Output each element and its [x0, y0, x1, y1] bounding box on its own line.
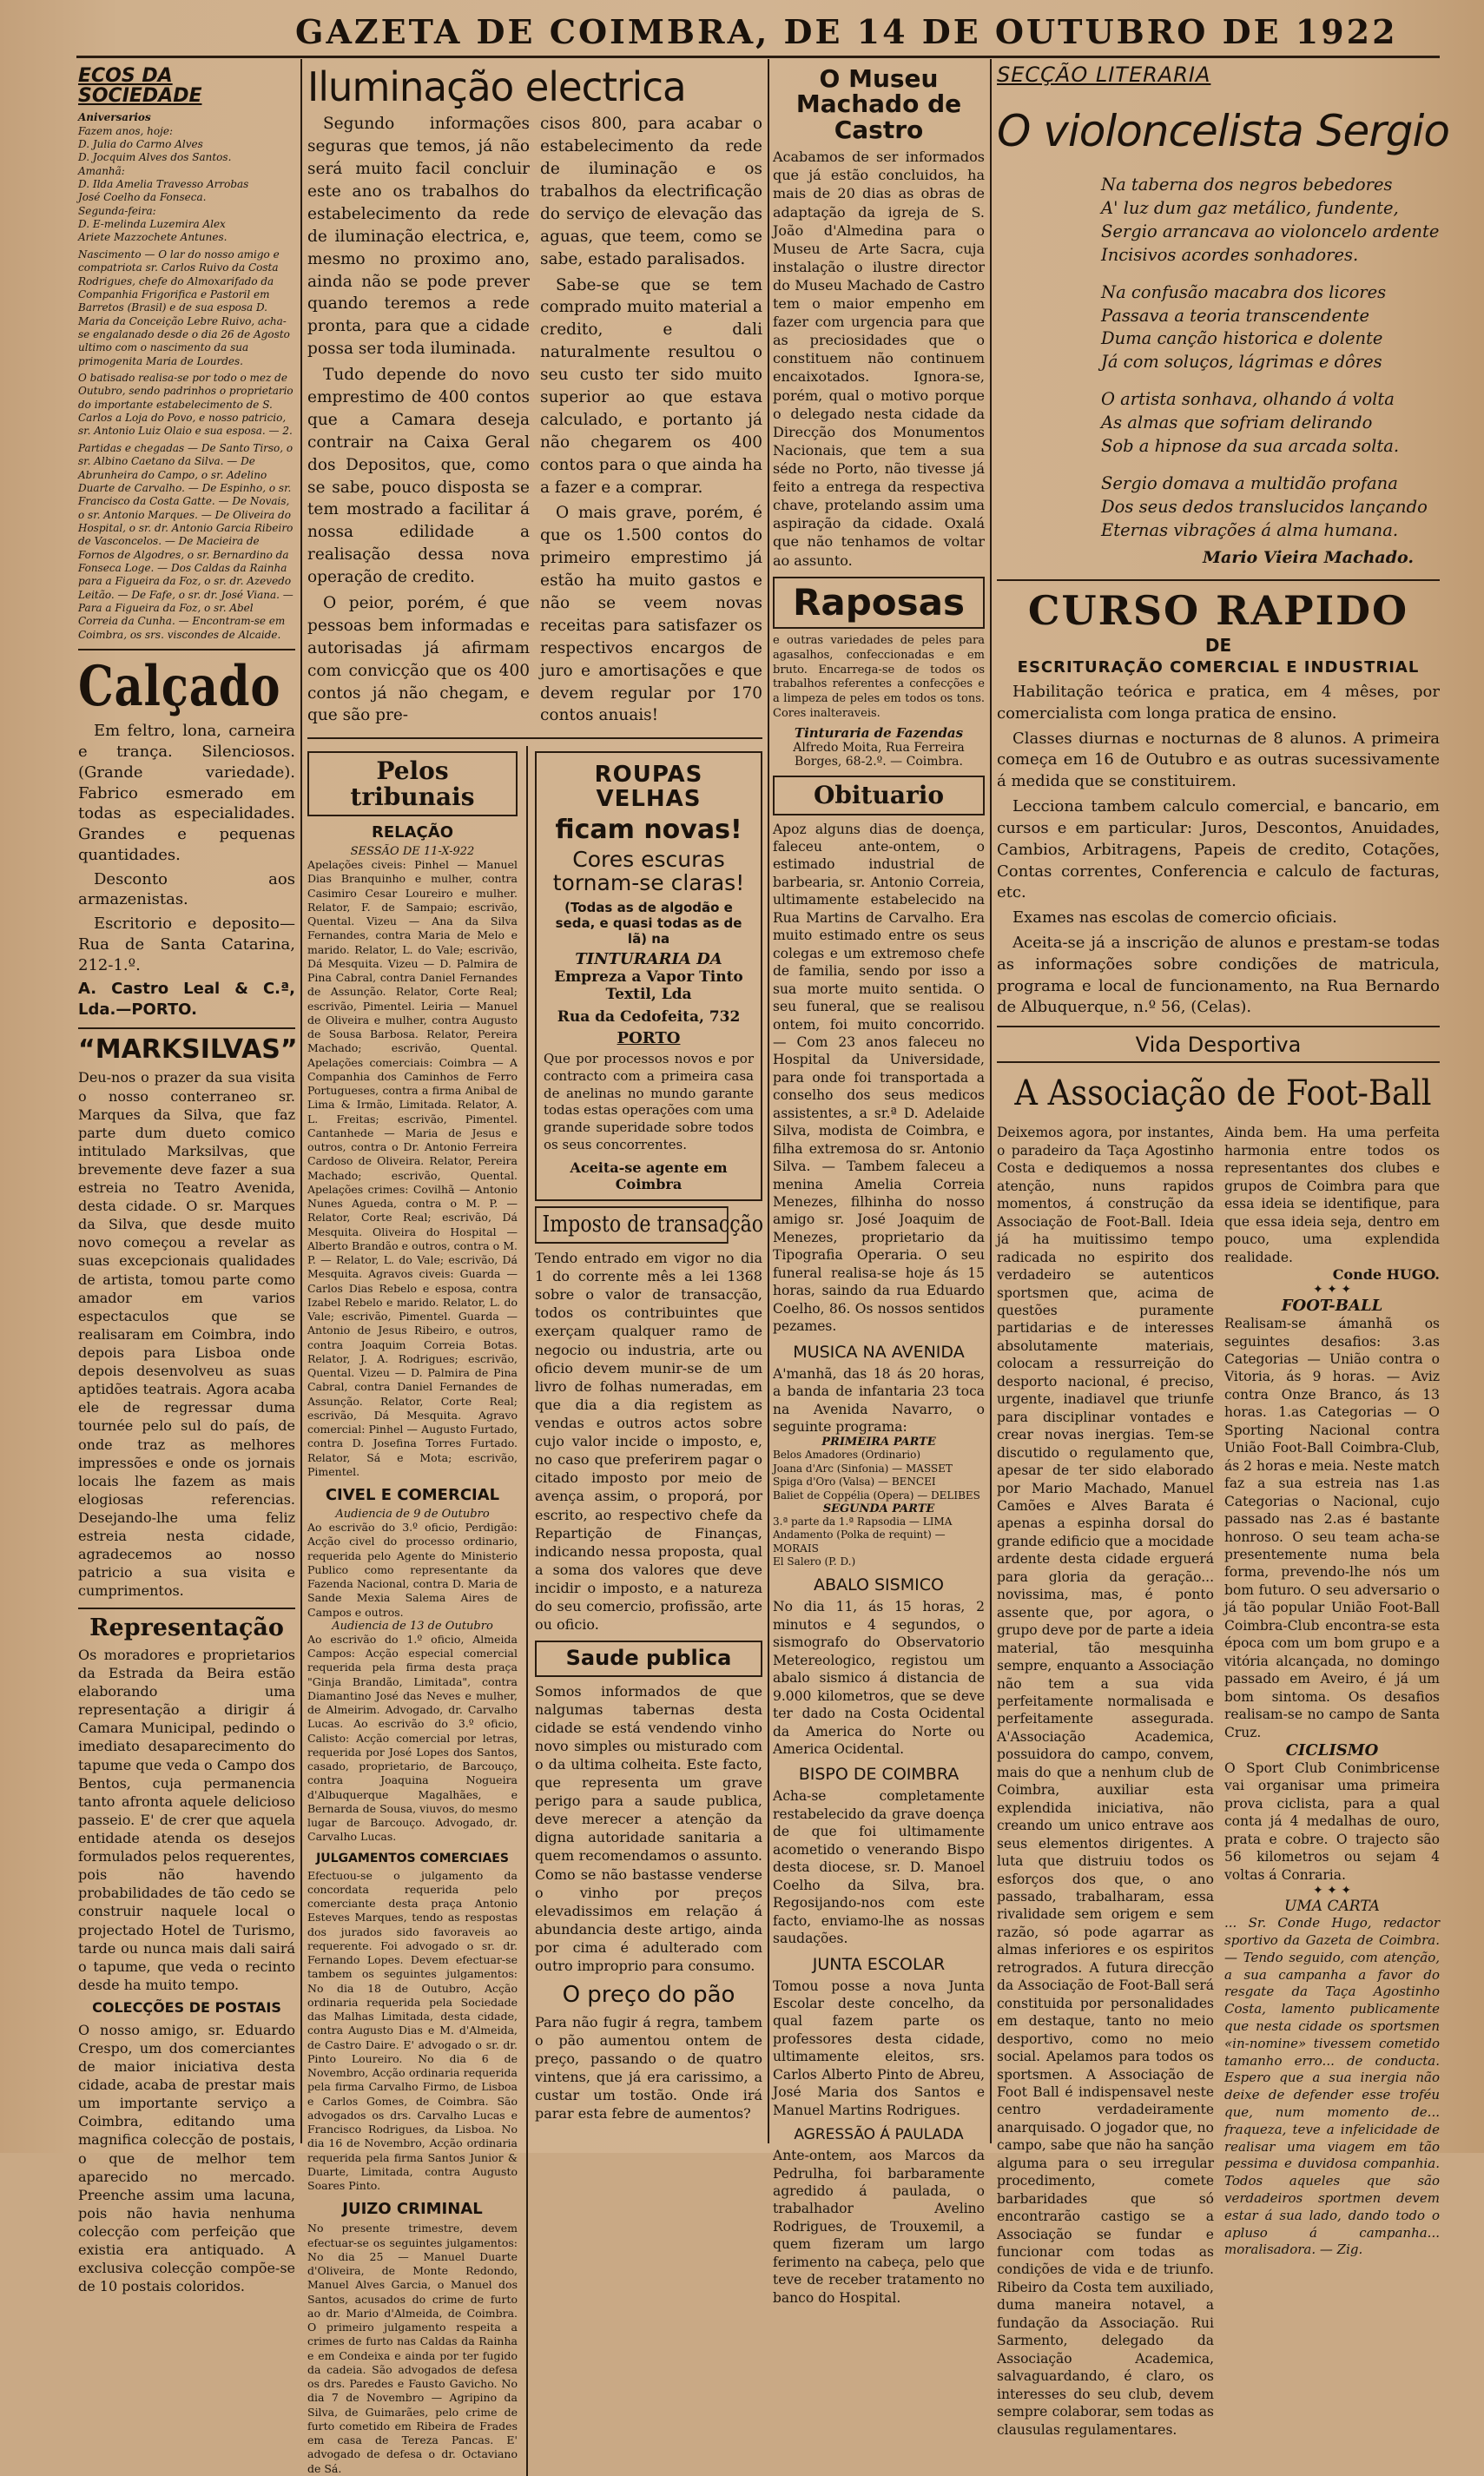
verse: Incisivos acordes sonhadores. — [1101, 244, 1359, 265]
curso-de: DE — [1204, 634, 1232, 656]
poem-author: Mario Vieira Machado. — [1202, 547, 1414, 567]
iluminacao-col-b — [540, 113, 762, 730]
tribunais-title: Pelos tribunais — [307, 751, 518, 816]
ciclismo-title: CICLISMO — [1285, 1740, 1379, 1760]
stanza — [1101, 472, 1440, 543]
calcado-desconto: Desconto aos armazenistas. — [78, 869, 295, 909]
raposas-tinturaria: Tinturaria de Fazendas — [794, 725, 964, 742]
divider — [78, 649, 295, 650]
paragraph: O mais grave, porém, é que os 1.500 contos do primeiro emprestimo já estão ha muito gastos e não se veem novas receitas para satisfazer os respectivos encargos de juro e amortisações e que devem regular por 170 contos anuais! — [540, 504, 762, 725]
roupas-ad — [535, 751, 762, 1200]
divider — [307, 737, 762, 739]
masthead-rule — [76, 56, 1440, 58]
marksilvas-text: Deu-nos o prazer da sua visita o nosso conterraneo sr. Marques da Silva, que faz parte dum dueto comico intitulado Marksilvas, que brevemente deve fazer a sua estreia no Teatro Avenida, desta cidade. O sr. Marques da Silva, que desde muito novo começou a revelar as suas excepcionais qualidades de artista, tomou parte como amador em varios espectaculos que se realisaram em Coimbra, indo depois para Lisboa onde depois desenvolveu as suas aptidões teatrais. Agora acaba ele de regressar duma tournée pelo sul do país, de onde traz as melhores impressões e onde os jornais locais lhe fazem as mais elogiosas referencias. Desejando-lhe uma feliz estreia nesta cidade, agradecemos ao nosso patricio a sua visita e cumprimentos. — [78, 1069, 295, 1600]
verse: Sergio arrancava ao violoncelo ardente — [1101, 221, 1440, 241]
stanza — [1101, 281, 1440, 375]
column-5 — [997, 63, 1449, 2438]
assoc-text-b: Ainda bem. Ha uma perfeita harmonia entre todos os representantes dos clubes e grupos de Coimbra para que essa ideia se identifique, para que essa ideia seja, dentro em pouco, uma explendida realidade. — [1224, 1125, 1440, 1265]
roupas-text: Que por processos novos e por contracto com a primeira casa de anelinas no mundo garante todas estas operações com uma grande superidade sobre todos os seus concorrentes. — [544, 1050, 754, 1152]
civel-sub2: Audiencia de 13 de Outubro — [332, 1619, 493, 1633]
tribunais-col — [307, 746, 518, 2476]
julgamentos-text: Efectuou-se o julgamento da concordata requerida pelo comerciante desta praça Antonio Esteves Marques, tendo as respostas dos jurados sido favoraveis ao requerente. Foi advogado o sr. dr. Fernando Lopes. Devem efectuar-se tambem os seguintes julgamentos: No dia 18 de Outubro, Acção ordinaria requerida pela Sociedade das Malhas Limitada, desta cidade, contra Augusto Dias e M. d'Almeida, de Castro Daire. E' advogado o sr. dr. Pinto Loureiro. No dia 6 de Novembro, Acção ordinaria requerida pela firma Carvalho Firmo, de Lisboa e Carlos Gomes, de Coimbra. São advogados os drs. Carvalho Lucas e Francisco Rodrigues, da Lisboa. No dia 16 de Novembro, Acção ordinaria requerida pela firma Santos Junior & Duarte, Limitada, contra Augusto Soares Pinto. — [307, 1868, 518, 2193]
musica-part1: PRIMEIRA PARTE — [821, 1436, 936, 1449]
rua: Rua da Cedofeita, 732 — [557, 1007, 741, 1026]
verse: Na confusão macabra dos licores — [1101, 281, 1387, 302]
musica-item: Joana d'Arc (Sinfonia) — MASSET — [773, 1462, 953, 1475]
ecos-batisado: O batisado realisa-se por todo o mez de Outubro, sendo padrinhos o proprietario do importante estabelecimento de S. Carlos a Loja do Povo, e nosso patricio, sr. Antonio Luiz Olaio e sua esposa. — 2. — [78, 372, 294, 438]
musica-list2 — [773, 1515, 985, 1568]
ciclismo-text: O Sport Club Conimbricense vai organisar uma primeira prova ciclista, para a qual conta já 4 medalhas de ouro, prata e cobre. O trajecto são 56 kilometros ou sejam 4 voltas á Conraria. — [1224, 1760, 1440, 1883]
curso-title: CURSO RAPIDO — [1027, 586, 1409, 634]
verse: Duma canção historica e dolente — [1101, 328, 1383, 349]
divider — [997, 1026, 1440, 1027]
column-rule — [768, 59, 769, 2143]
verse: A' luz dum gaz metálico, fundente, — [1101, 197, 1399, 218]
paragraph: Classes diurnas e nocturnas de 8 alunos. A primeira começa em 16 de Outubro e as outras sucessivamente á medida que se constituirem. — [997, 729, 1440, 791]
agente: Aceita-se agente em Coimbra — [570, 1159, 728, 1192]
assoc-text: Deixemos agora, por instantes, o paradeiro da Taça Agostinho Costa e dediquemos a nossa atenção, nuns rapidos momentos, á construção da Associação de Foot-Ball. Ideia já ha muitissimo tempo radicada no espirito dos verdadeiro se autenticos sportsmen que, acima de questões puramente partidarias e de interesses absolutamente materiais, colocam a ressurreição do desporto nacional, é preciso, urgente, inadiavel que triunfe para disciplinar vontades e crear novas inergias. Tem-se discutido o regulamento que, apesar de ter sido elaborado por Mario Machado, Manuel Camões e Alves Barata é apenas a espinha dorsal do grande edificio que a mocidade ardente desta cidade erguerá para gloria da geração... novissima, mas, é ponto assente que, por agora, o grupo deve por de parte a ideia material, tão mesquinha sempre, enquanto a Associação não tem a sua vida perfeitamente normalisada e perfeitamente assegurada. A'Associação Academica, possuidora do campo, convem, mais do que a nenhum club de Coimbra, auxiliar esta explendida iniciativa, não creando um unico entrave aos seus elementos dirigentes. A luta que distruiu todos os esforços dos que, o ano passado, trabalharam, essa rivalidade sem origem e sem razão, só pode agarrar as almas inferiores e os espiritos retrogrados. A futura direcção da Associação de Foot-Ball será constituida por personalidades em destaque, tanto no meio desportivo, como no meio social. Apelamos para todos os sportsmen. A Associação de Foot Ball é indispensavel neste centro verdadeiramente anarquisado. O jogador que, no campo, sabe que não ha sanção alguma para o seu irregular procedimento, comete barbaridades que só encontrarão castigo se a Associação se fundar e funcionar com todas as condições de vida e de triunfo. Ribeiro da Costa tem auxiliado, duma maneira notavel, a fundação da Associação. Rui Sarmento, delegado da Associação Academica, salvaguardando, é claro, os interesses do seu club, devem sempre colaborar, sem todas as clausulas regulamentares. — [997, 1125, 1214, 2438]
ecos-line: José Coelho da Fonseca. — [78, 191, 207, 204]
representacao-text: Os moradores e proprietarios da Estrada da Beira estão elaborando uma representação a dirigir á Camara Municipal, pedindo o imediato desaparecimento do tapume que veda o Campo dos Bentos, cuja permanencia tanto afronta aquele delicioso passeio. E' de crer que aquela entidade atenda os desejos formulados pelos requerentes, pois não havendo probabilidades de tão cedo se construir naquele local o projectado Hotel de Turismo, tarde ou nunca mais dali sairá o tapume, que veda o recinto desde ha muito tempo. — [78, 1646, 295, 1993]
roupas-title2: ficam novas! — [555, 814, 742, 845]
verse: As almas que sofriam delirando — [1101, 413, 1373, 433]
assoc-sign: Conde HUGO. — [1332, 1266, 1440, 1284]
ecos-line: D. Jocquim Alves dos Santos. — [78, 151, 232, 164]
ecos-line: Fazem anos, hoje: — [78, 124, 173, 137]
musica-part2: SEGUNDA PARTE — [822, 1502, 935, 1515]
ecos-section — [78, 111, 295, 642]
ecos-line: D. E-melinda Luzemira Alex — [78, 218, 226, 231]
verse: Já com soluços, lágrimas e dôres — [1101, 352, 1382, 373]
stars-divider: ✦ ✦ ✦ — [1312, 1884, 1352, 1898]
iluminacao-col-a — [307, 113, 530, 730]
calcado-text: Em feltro, lona, carneira e trança. Silenciosos. (Grande variedade). Fabrico esmerado em todas as especialidades. Grandes e pequenas quantidades. — [78, 722, 295, 864]
ecos-nascimento: Nascimento — O lar do nosso amigo e compatriota sr. Carlos Ruivo da Costa Rodrigues, chefe do Almoxarifado da Companhia Frigorifica e Pastoril em Barretos (Brasil) e de sua esposa D. Maria da Conceição Lebre Ruivo, acha-se engalanado desde o dia 26 de Agosto ultimo com o nascimento da sua primogenita Maria de Lourdes. — [78, 248, 290, 367]
musica-item: El Salero (P. D.) — [773, 1555, 856, 1568]
iluminacao-title: Iluminação electrica — [307, 63, 686, 110]
civel-text1: Ao escrivão do 3.º oficio, Perdigão: Acção civel do processo ordinario, requerida pelo Agente do Ministerio Publico como representante da Fazenda Nacional, contra D. Maria de Sande Mexia Salema Aires de Campos e outros. — [307, 1521, 518, 1619]
saude-text: Somos informados de que nalgumas tabernas desta cidade se está vendendo vinho novo simples ou misturado com o da ultima colheita. Este facto, que representa um grave perigo para a saude publica, deve merecer a atenção da digna autoridade sanitaria a quem recomendamos o assunto. Como se não bastasse venderse o vinho por preços elevadissimos em relação á abundancia deste artigo, ainda por cima é adulterado com outro improprio para consumo. — [535, 1682, 762, 1975]
ecos-line: D. Ilda Amelia Travesso Arrobas — [78, 177, 249, 190]
pao-title: O preço do pão — [562, 1982, 735, 2009]
verse: Passava a teoria transcendente — [1101, 305, 1370, 326]
abalo-title: ABALO SISMICO — [814, 1575, 944, 1595]
divider — [997, 579, 1440, 581]
verse: Dos seus dedos translucidos lançando — [1101, 496, 1428, 517]
paragraph: Segundo informações seguras que temos, já não será muito facil concluir este ano os trabalhos do estabelecimento da rede de iluminação electrica, e, mesmo no proximo ano, ainda não se pode prever quando teremos a rede pronta, para que a cidade possa ser toda iluminada. — [307, 115, 530, 359]
musica-item: 3.ª parte da 1.ª Rapsodia — LIMA — [773, 1515, 953, 1528]
masthead: GAZETA DE COIMBRA, DE 14 DE OUTUBRO DE 1922 — [295, 12, 1398, 51]
carta-title: UMA CARTA — [1284, 1898, 1380, 1916]
stanza — [1101, 388, 1440, 459]
paragraph: Tudo depende do novo emprestimo de 400 contos que a Camara deseja contrair na Caixa Geral dos Depositos, que, como se sabe, pouco disposta se tem mostrado a facilitar á nossa edilidade a realisação dessa nova operação de credito. — [307, 366, 530, 587]
tribunais-area — [307, 746, 762, 2476]
imposto-text: Tendo entrado em vigor no dia 1 do corrente mês a lei 1368 sobre o valor de transacção, todos os contribuintes que exerçam qualquer ramo de negocio ou industria, arte ou oficio devem munir-se de um livro de folhas numeradas, em que dia a dia registem as vendas e outros actos sobre cujo valor incide o imposto, e, no caso que preferirem pagar o citado imposto por meio de avença assim, o proporá, por escrito, ao respectivo chefe da Repartição de Finanças, indicando nessa proposta, qual a soma dos valores que deve incidir o imposto, e a natureza do seu comercio, profissão, arte ou oficio. — [535, 1250, 762, 1634]
raposas-address: Alfredo Moita, Rua Ferreira Borges, 68-2.º. — Coimbra. — [793, 741, 965, 769]
porto: PORTO — [617, 1028, 681, 1047]
stanza — [1101, 174, 1440, 267]
museu-title: O Museu Machado de Castro — [795, 64, 962, 144]
verse: Sergio domava a multidão profana — [1101, 472, 1398, 493]
saude-title: Saude publica — [535, 1641, 762, 1676]
column-rule — [990, 59, 992, 2143]
juizo-title: JUIZO CRIMINAL — [342, 2200, 483, 2219]
curso-ad — [997, 586, 1440, 1020]
junta-text: Tomou posse a nova Junta Escolar deste concelho, da qual fazem parte os professores desta cidade, ultimamente eleitos, srs. Carlos Alberto Pinto de Abreu, José Maria dos Santos e Manuel Martins Rodrigues. — [773, 1977, 985, 2118]
tinturaria: TINTURARIA DA — [575, 949, 722, 968]
imposto-title: Imposto de transacção — [535, 1206, 729, 1244]
calcado-escritorio: Escritorio e deposito—Rua de Santa Catarina, 212-1.º. — [78, 914, 295, 974]
divider — [78, 1608, 295, 1609]
divider — [78, 1027, 295, 1029]
colecoes-text: O nosso amigo, sr. Eduardo Crespo, um dos comerciantes de maior iniciativa desta cidade, acaba de prestar mais um importante serviço a Coimbra, editando uma magnifica colecção de postais, o que de melhor tem aparecido no mercado. Preenche assim uma lacuna, pois não havia nenhuma colecção com perfeição que existia era antiquado. A exclusiva colecção compõe-se de 10 postais coloridos. — [78, 2021, 295, 2295]
civel-sub1: Audiencia de 9 de Outubro — [335, 1508, 490, 1522]
empreza: Empreza a Vapor Tinto Textil, Lda — [554, 967, 743, 1003]
musica-item: Andamento (Polka de requint) — MORAIS — [773, 1529, 946, 1555]
paragraph: O peior, porém, é que pessoas bem informadas e autorisadas já afirmam com convicção que os 400 contos já não chegam, e que são pre- — [307, 594, 530, 725]
verse: O artista sonhava, olhando á volta — [1101, 389, 1395, 410]
sessao: SESSÃO DE 11-X-922 — [350, 845, 475, 859]
ecos-partidas: Partidas e chegadas — De Santo Tirso, o sr. Albino Caetano da Silva. — De Abrunheira do Campo, o sr. Adelino Duarte de Carvalho. — De Espinho, o sr. Francisco da Costa Gatte. — De Novais, o sr. Antonio Marques. — De Oliveira do Hospital, o sr. dr. Antonio Garcia Ribeiro de Vasconcelos. — De Macieira de Fornos de Algodres, o sr. Bernardino da Fonseca Loge. — Dos Caldas da Rainha para a Figueira da Foz, o sr. dr. Azevedo Leitão. — De Fafe, o sr. dr. José Viana. — Para a Figueira da Foz, o sr. Abel Correia da Cunha. — Encontram-se em Coimbra, os srs. viscondes de Alcaide. — [78, 441, 294, 641]
civel-text2: Ao escrivão do 1.º oficio, Almeida Campos: Acção especial comercial requerida pela firma desta praça "Ginja Brandão, Limitada", contra Diamantino José das Neves e mulher, de Almeirim. Advogado, dr. Carvalho Lucas. Ao escrivão do 3.º oficio, Calisto: Acção comercial por letras, requerida por José Lopes dos Santos, casado, proprietario, de Barcouço, contra Joaquina Nogueira d'Albuquerque Magalhães, e Bernarda de Sousa, viuvos, do mesmo lugar de Barcouço. Advogado, dr. Carvalho Lucas. — [307, 1632, 518, 1844]
bispo-title: BISPO DE COIMBRA — [798, 1765, 960, 1785]
musica-item: Baliet de Coppélia (Opera) — DELIBES — [773, 1489, 980, 1502]
obituario-title: Obituario — [773, 776, 985, 815]
football-title: FOOT-BALL — [1281, 1297, 1383, 1316]
carta-text: ... Sr. Conde Hugo, redactor sportivo da Gazeta de Coimbra. — Tendo seguido, com atenção, a sua campanha a favor do resgate da Taça Agostinho Costa, lamento publicamente que nesta cidade os sportsmen «in-nomine» tivessem cometido tamanho erro... de conducta. Espero que a sua inergia não deixe de defender esse troféu que, num momento de... fraqueza, teve a infelicidade de realisar uma viagem em tão pessima e duvidosa companhia. Todos aqueles que são verdadeiros sportmen devem estar á sua lado, dando todo o apluso á campanha... moralisadora. — Zig. — [1224, 1915, 1440, 2258]
vida-title: Vida Desportiva — [997, 1034, 1440, 1063]
abalo-text: No dia 11, ás 15 horas, 2 minutos e 4 segundos, o sismografo do Observatorio Metereologico, registou um abalo sismico á distancia de 9.000 kilometros, que se deve ter dado na Costa Ocidental da America do Norte ou America Ocidental. — [773, 1599, 985, 1757]
column-2 — [307, 63, 764, 2475]
roupas-title: ROUPAS VELHAS — [594, 762, 703, 812]
roupas-note: (Todas as de algodão e seda, e quasi todas as de lã) na — [555, 899, 742, 947]
ecos-line: Segunda-feira: — [78, 204, 156, 217]
representacao-title: Representação — [89, 1614, 284, 1641]
verse: Eternas vibrações á alma humana. — [1101, 519, 1399, 540]
paragraph: Exames nas escolas de comercio oficiais. — [1012, 908, 1337, 928]
marksilvas-title: “MARKSILVAS” — [78, 1033, 298, 1065]
ecos-title: ECOS DA SOCIEDADE — [78, 65, 202, 108]
ecos-line: Ariete Mazzochete Antunes. — [78, 231, 228, 244]
poem-title: O violoncelista Sergio — [997, 106, 1449, 156]
verse: Sob a hipnose da sua arcada solta. — [1101, 436, 1400, 457]
calcado-firma: A. Castro Leal & C.ª, Lda.—PORTO. — [78, 980, 295, 1020]
ecos-line: Amanhã: — [78, 164, 125, 177]
calcado-ad — [78, 721, 295, 1020]
civel-title: CIVEL E COMERCIAL — [325, 1486, 500, 1505]
verse: Na taberna dos negros bebedores — [1101, 175, 1393, 195]
poem — [997, 174, 1440, 543]
paragraph: cisos 800, para acabar o estabelecimento da rede de iluminação e os trabalhos da electrificação do serviço de elevação das aguas, que teem, como se sabe, estado paralisados. — [540, 115, 762, 268]
football-text: Realisam-se ámanhã os seguintes desafios: 3.as Categorias — União contra o Vitoria, ás 9 horas. — Aviz contra Onze Branco, ás 13 horas. 1.as Categorias — O Sporting Nacional contra União Foot-Ball Coimbra-Club, ás 2 horas e meia. Neste match faz a sua estreia nas 1.as Categorias o Nacional, cujo passado nas 2.as é bastante honroso. O seu team acha-se presentemente numa bela forma, prevendo-lhe nós um bom futuro. O seu adversario o já tão popular União Foot-Ball Coimbra-Club encontra-se esta época com um bom grupo e a vitória alcançada, no domingo passado em Aveiro, é já um bom sintoma. Os desafios realisam-se no campo de Santa Cruz. — [1224, 1316, 1440, 1740]
musica-list1 — [773, 1449, 985, 1502]
julgamentos-title: JULGAMENTOS COMERCIAES — [316, 1851, 509, 1865]
paragraph: Aceita-se já a inscrição de alunos e prestam-se todas as informações sobre condições de matricula, programa e local de funcionamento, na Rua Bernardo de Albuquerque, n.º 56, (Celas). — [997, 933, 1440, 1017]
musica-title: MUSICA NA AVENIDA — [793, 1342, 965, 1362]
cores-title: Cores escuras tornam-se claras! — [552, 847, 745, 895]
ecos-intro: Aniversarios — [78, 111, 151, 124]
musica-text: A'manhã, das 18 ás 20 horas, a banda de infantaria 23 toca na Avenida Navarro, o seguinte programa: — [773, 1365, 985, 1436]
musica-item: Spiga d'Oro (Valsa) — BENCEI — [773, 1476, 936, 1489]
calcado-title: Calçado — [78, 654, 281, 720]
seccao-title: SECÇÃO LITERARIA — [997, 63, 1211, 87]
obituario-text: Apoz alguns dias de doença, faleceu ante-ontem, o estimado industrial de barbearia, sr. Antonio Correia, ultimamente estabelecido na Rua Martins de Carvalho. Era muito estimado entre os seus colegas e um extremoso chefe de familia, sendo por isso a sua morte muito sentida. O seu funeral, que se realisou ontem, foi muito concorrido. — Com 23 anos faleceu no Hospital da Universidade, para onde foi transportada a conselho dos seus medicos assistentes, a sr.ª D. Adelaide Silva, modista de Coimbra, e filha extremosa do sr. Antonio Silva. — Tambem faleceu a menina Amelia Correia Menezes, filhinha do nosso amigo sr. José Joaquim de Menezes, proprietario da Tipografia Operaria. O seu funeral realisa-se hoje ás 15 horas, saindo da rua Eduardo Coelho, 86. Os nossos sentidos pezames. — [773, 821, 985, 1335]
raposas-text: e outras variedades de peles para agasalhos, confeccionadas e em bruto. Encarrega-se de todos os trabalhos referentes a confecções e a limpeza de peles em todos os tons. Cores inalteraveis. — [773, 633, 985, 721]
ecos-line: D. Julia do Carmo Alves — [78, 137, 203, 150]
musica-item: Belos Amadores (Ordinario) — [773, 1449, 921, 1462]
colecoes-title: COLECÇÕES DE POSTAIS — [92, 1998, 281, 2016]
paragraph: Lecciona tambem calculo comercial, e bancario, em cursos e em particular: Juros, Descontos, Anuidades, Cambios, Arbitragens, Papeis de credito, Cotações, Contas correntes, Conferencia e calculo de facturas, etc. — [997, 797, 1440, 902]
tribunais-text: Apelações civeis: Pinhel — Manuel Dias Branquinho e mulher, contra Casimiro Cesar Loureiro e mulher. Relator, F. de Sampaio; escrivão, Quental. Vizeu — Ana da Silva Fernandes, contra Maria de Melo e marido. Relator, L. do Vale; escrivão, Dá Mesquita. Vizeu — D. Palmira de Pina Cabral, contra Daniel Fernandes de Assunção. Relator, Corte Real; escrivão, Pimentel. Leiria — Manuel de Oliveira e mulher, contra Augusto de Sousa Barbosa. Relator, Pereira Machado; escrivão, Quental. Apelações comerciais: Coimbra — A Companhia dos Caminhos de Ferro Portugueses, contra a firma Anibal de Lima & Irmão, Limitada. Relator, A. L. Freitas; escrivão, Pimentel. Cantanhede — Maria de Jesus e outros, contra o Dr. Antonio Ferreira Cardoso de Oliveira. Relator, Pereira Machado; escrivão, Quental. Apelações crimes: Covilhã — Antonio Nunes Agueda, contra o M. P. — Relator, Corte Real; escrivão, Dá Mesquita. Oliveira do Hospital — Alberto Brandão e outros, contra o M. P. — Relator, L. do Vale; escrivão, Dá Mesquita. Agravos civeis: Guarda — Carlos Dias Rebelo e esposa, contra Izabel Rebelo e marido. Relator, L. do Vale; escrivão, Pimentel. Guarda — Antonio de Jesus Ribeiro, e outros, contra Joaquim Correia Botas. Relator, J. A. Rodrigues; escrivão, Quental. Vizeu — D. Palmira de Pina Cabral, contra Daniel Fernandes de Assunção. Relator, Corte Real; escrivão, Dá Mesquita. Agravo comercial: Pinhel — Augusto Furtado, contra D. Josefina Torres Furtado. Relator, Sá e Mota; escrivão, Pimentel. — [307, 858, 518, 1478]
column-1 — [78, 63, 298, 2295]
bispo-text: Acha-se completamente restabelecido da grave doença de que foi ultimamente acometido o venerando Bispo desta diocese, sr. D. Manoel Coelho da Silva, bra. Regosijando-nos com este facto, enviamo-lhe as nossas saudações. — [773, 1788, 985, 1947]
agressao-title: AGRESSÃO Á PAULADA — [794, 2126, 964, 2144]
agressao-text: Ante-ontem, aos Marcos da Pedrulha, foi barbaramente agredido á paulada, o trabalhador Avelino Rodrigues, de Trouxemil, a quem fizeram um largo ferimento na cabeça, pelo que teve de receber tratamento no banco do Hospital. — [773, 2148, 985, 2306]
junta-title: JUNTA ESCOLAR — [812, 1954, 946, 1974]
museu-text: Acabamos de ser informados que já estão concluidos, ha mais de 20 dias as obras de adaptação da igreja de S. João d'Almedina para o Museu de Arte Sacra, cuja instalação o ilustre director do Museu Machado de Castro tem o maior empenho em fazer com urgencia para que as preciosidades que o constituem não continuem encaixotados. Ignora-se, porém, qual o motivo porque o delegado nesta cidade da Direcção dos Monumentos Nacionais, que tem a sua séde no Porto, não tivesse já feito a entrega da respectiva chave, protelando assim uma aspiração da cidade. Oxalá que não tenhamos de voltar ao assunto. — [773, 149, 985, 569]
assoc-title: A Associação de Foot-Ball — [1014, 1073, 1432, 1114]
column-4 — [773, 63, 985, 2306]
column-rule — [300, 59, 302, 2143]
stars-divider: ✦ ✦ ✦ — [1312, 1283, 1352, 1297]
pao-text: Para não fugir á regra, tambem o pão aumentou ontem de preço, passando o de quatro vintens, que já era carissimo, a custar um tostão. Onde irá parar esta febre de aumentos? — [535, 2013, 762, 2123]
column-3 — [526, 746, 762, 2476]
desporto-columns — [997, 1124, 1440, 2439]
raposas-title: Raposas — [773, 577, 985, 629]
iluminacao-body — [307, 113, 762, 730]
relacao: RELAÇÃO — [372, 823, 453, 842]
paragraph: Habilitação teórica e pratica, em 4 mêses, por comercialista com longa pratica de ensino. — [997, 682, 1440, 723]
curso-text — [997, 682, 1440, 1019]
desporto-right — [1224, 1124, 1440, 2439]
curso-sub: ESCRITURAÇÃO COMERCIAL E INDUSTRIAL — [1017, 657, 1420, 677]
juizo-text: No presente trimestre, devem efectuar-se os seguintes julgamentos: No dia 25 — Manuel Duarte d'Oliveira, de Monte Redondo, Manuel Alves Garcia, o Manuel dos Santos, acusados do crime de furto ao dr. Mario d'Almeida, de Coimbra. O primeiro julgamento respeita a crimes de furto nas Caldas da Rainha e em Condeixa e ainda por ter fugido da cadeia. São advogados de defesa os drs. Paredes e Fausto Gavicho. No dia 7 de Novembro — Agripino da Silva, de Guimarães, pelo crime de furto cometido em Ribeira de Frades em casa de Tereza Pancas. E' advogado de defesa o dr. Octaviano de Sá. — [307, 2222, 518, 2475]
paragraph: Sabe-se que se tem comprado muito material a credito, e dali naturalmente resultou o seu custo ter sido muito superior ao que estava calculado, e portanto já não chegarem os 400 contos para o que ainda ha a fazer e a comprar. — [540, 275, 762, 497]
